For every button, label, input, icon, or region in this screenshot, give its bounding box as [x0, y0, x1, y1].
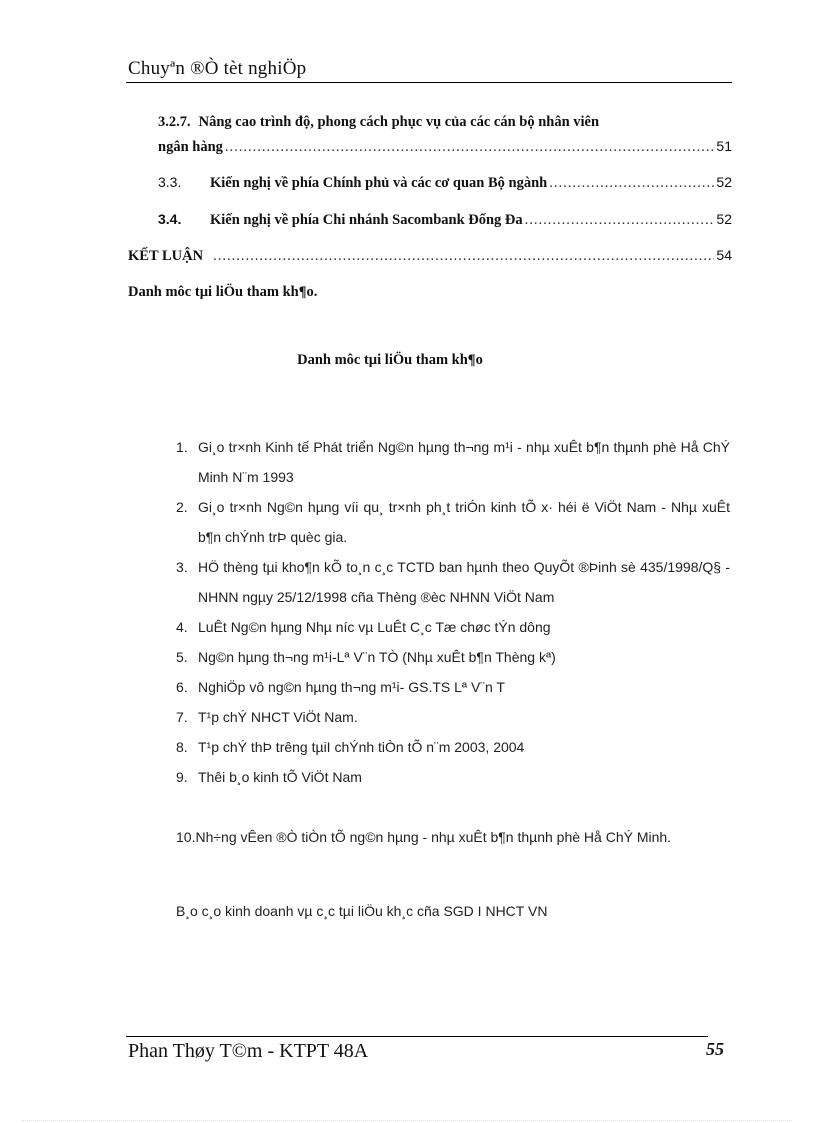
reference-item	[176, 732, 730, 762]
reference-number: 2.	[176, 499, 188, 515]
reference-text: T¹p chÝ thÞ trêng tµiI chÝnh tiÒn tÕ n¨m 2003, 2004	[198, 739, 525, 755]
toc-page-number: 52	[716, 211, 732, 227]
reference-item	[176, 552, 730, 612]
reference-item	[176, 492, 730, 552]
toc-leader	[525, 212, 715, 229]
reference-number: 5.	[176, 649, 188, 665]
toc-entry-ket-luan[interactable]	[128, 247, 732, 265]
reference-text: Gi¸o tr×nh Ng©n hµng víi qu¸ tr×nh ph¸t triÓn kinh tÕ x· héi ë ViÖt Nam - Nhµ xuÊt b¶n chÝnh trÞ quèc gia.	[198, 499, 730, 545]
toc-page-number: 54	[716, 247, 732, 263]
reference-number: 8.	[176, 739, 188, 755]
toc-entry-number: 3.3.	[158, 174, 182, 190]
footer-author: Phan Thøy T©m - KTPT 48A	[128, 1040, 369, 1062]
toc-entry-number: 3.4.	[158, 211, 182, 227]
reference-item	[176, 432, 730, 492]
footer-rule	[126, 1036, 708, 1037]
reference-number: 3.	[176, 559, 188, 575]
reference-number: 7.	[176, 709, 188, 725]
reference-item	[176, 642, 730, 672]
references-list	[176, 432, 730, 792]
toc-entry-title-cont: ngân hàng	[158, 139, 223, 155]
toc-entry-3-3[interactable]	[158, 174, 732, 192]
toc-leader	[225, 139, 715, 156]
toc-entry-title: Nâng cao trình độ, phong cách phục vụ của các cán bộ nhân viên	[198, 114, 600, 130]
toc-leader	[213, 248, 714, 265]
page-bottom-border	[22, 1120, 792, 1121]
reference-number: 4.	[176, 619, 188, 635]
reference-text: NghiÖp vô ng©n hµng th¬ng m¹i- GS.TS Lª V¨n T	[198, 679, 505, 695]
reference-text: LuÊt Ng©n hµng Nhµ níc vµ LuÊt C¸c Tæ chøc tÝn dông	[198, 619, 551, 635]
footer-page-number: 55	[706, 1039, 724, 1059]
reference-extra-note: B¸o c¸o kinh doanh vµ c¸c tµi liÖu kh¸c cña SGD I NHCT VN	[176, 903, 548, 919]
reference-text: Ng©n hµng th¬ng m¹i-Lª V¨n TÒ (Nhµ xuÊt b¶n Thèng kª)	[198, 649, 556, 665]
toc-entry-title: Kiến nghị về phía Chi nhánh Sacombank Đống Đa	[210, 212, 523, 228]
toc-entry-references[interactable]: Danh môc tµi liÖu tham kh¶o.	[128, 284, 318, 300]
header-rule	[126, 82, 732, 83]
references-title: Danh môc tµi liÖu tham kh¶o	[297, 352, 483, 368]
toc-page-number: 51	[716, 138, 732, 154]
reference-number: 1.	[176, 439, 188, 455]
reference-item	[176, 702, 730, 732]
page-header-title: Chuyªn ®Ò tèt nghiÖp	[128, 58, 307, 79]
toc-entry-3-2-7-line1	[158, 114, 732, 131]
reference-number: 6.	[176, 679, 188, 695]
toc-entry-number: 3.2.7.	[158, 114, 191, 130]
toc-entry-3-4[interactable]	[158, 211, 732, 229]
reference-item-10: 10.Nh÷ng vÊen ®Ò tiÒn tÕ ng©n hµng - nhµ xuÊt b¶n thµnh phè Hå ChÝ Minh.	[176, 829, 672, 845]
toc-page-number: 52	[716, 174, 732, 190]
toc-leader	[549, 175, 714, 192]
reference-text: T¹p chÝ NHCT ViÖt Nam.	[198, 709, 358, 725]
toc-entry-3-2-7-line2[interactable]	[158, 138, 732, 156]
reference-text: Gi¸o tr×nh Kinh tế Phát triển Ng©n hµng th¬ng m¹i - nhµ xuÊt b¶n thµnh phè Hå ChÝ Minh N¨m 1993	[198, 439, 730, 485]
toc-entry-title: KẾT LUẬN	[128, 248, 204, 264]
reference-item	[176, 762, 730, 792]
reference-text: HÖ thèng tµi kho¶n kÕ to¸n c¸c TCTD ban hµnh theo QuyÕt ®Þinh sè 435/1998/Q§ - NHNN ngµy 25/12/1998 cña Thèng ®èc NHNN ViÖt Nam	[198, 559, 730, 605]
reference-number: 9.	[176, 769, 188, 785]
reference-item	[176, 672, 730, 702]
toc-entry-title: Kiến nghị về phía Chính phủ và các cơ quan Bộ ngành	[210, 175, 548, 191]
reference-item	[176, 612, 730, 642]
reference-text: Thêi b¸o kinh tÕ ViÖt Nam	[198, 769, 362, 785]
